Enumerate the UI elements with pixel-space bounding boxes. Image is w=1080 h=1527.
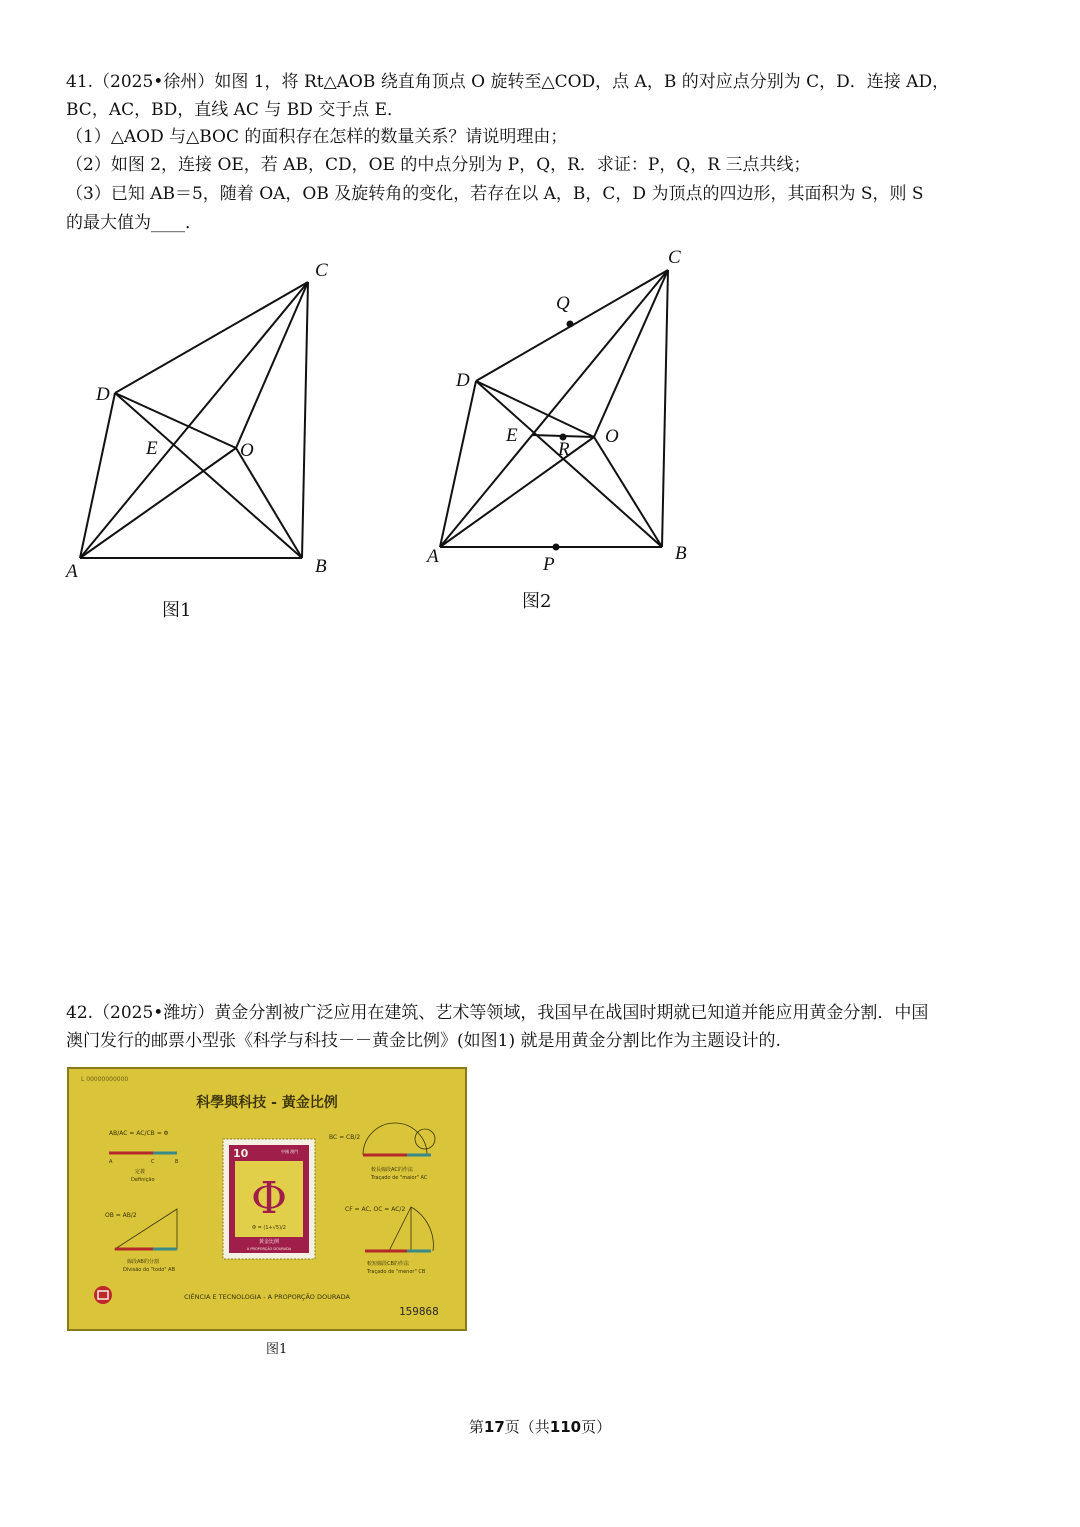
label-b: B bbox=[675, 543, 687, 564]
segment-db bbox=[476, 381, 662, 547]
segment-ac bbox=[440, 270, 668, 547]
footer-page-number: 17 bbox=[483, 1418, 505, 1436]
stamp-caption-cn: 黃金比例 bbox=[258, 1239, 280, 1245]
stamp-serial: 159868 bbox=[399, 1305, 439, 1318]
stamp-region: 中國 澳門 bbox=[281, 1149, 299, 1154]
label-b: B bbox=[315, 556, 327, 577]
q41-line2: BC，AC，BD，直线 AC 与 BD 交于点 E． bbox=[66, 100, 405, 120]
label-a: A bbox=[427, 546, 439, 567]
svg-text:CF = AC, OC = AC/2: CF = AC, OC = AC/2 bbox=[345, 1206, 406, 1213]
q41-part2: （2）如图 2，连接 OE，若 AB，CD，OE 的中点分别为 P，Q，R．求证：P，Q，R 三点共线； bbox=[66, 155, 811, 175]
svg-text:OB = AB/2: OB = AB/2 bbox=[105, 1212, 137, 1219]
point-p bbox=[553, 544, 560, 551]
label-q: Q bbox=[556, 293, 570, 314]
label-a: A bbox=[66, 561, 78, 582]
stamp-bottom-text: CIÊNCIA E TECNOLOGIA - A PROPORÇÃO DOURADA bbox=[184, 1293, 350, 1301]
label-r: R bbox=[558, 439, 570, 460]
figure2-diagram bbox=[420, 240, 710, 580]
svg-text:C: C bbox=[151, 1159, 155, 1165]
svg-text:較短線段CB的作法: 較短線段CB的作法 bbox=[367, 1261, 409, 1267]
golden-ratio-stamp-sheet bbox=[67, 1067, 467, 1331]
svg-text:BC = CB/2: BC = CB/2 bbox=[329, 1134, 361, 1141]
svg-text:定義: 定義 bbox=[135, 1169, 146, 1175]
svg-text:線段AB的分割: 線段AB的分割 bbox=[127, 1259, 159, 1265]
svg-text:較長線段AC的作法: 較長線段AC的作法 bbox=[371, 1167, 413, 1173]
segment-ob bbox=[594, 437, 662, 547]
label-d: D bbox=[456, 370, 470, 391]
segment-do bbox=[476, 381, 594, 437]
segment-ob bbox=[236, 448, 302, 558]
svg-text:AB/AC = AC/CB = Φ: AB/AC = AC/CB = Φ bbox=[109, 1130, 169, 1137]
figure1-caption: 图1 bbox=[162, 600, 192, 621]
label-o: O bbox=[605, 426, 619, 447]
footer-prefix: 第 bbox=[468, 1418, 484, 1436]
macau-post-logo-icon bbox=[94, 1286, 112, 1304]
figure2-caption: 图2 bbox=[522, 591, 552, 612]
label-e: E bbox=[506, 425, 518, 446]
segment-cb bbox=[662, 270, 668, 547]
segment-ad bbox=[80, 393, 115, 558]
segment-ad bbox=[440, 381, 476, 547]
label-e: E bbox=[146, 438, 158, 459]
label-p: P bbox=[543, 554, 555, 575]
footer-total-pages: 110 bbox=[549, 1418, 582, 1436]
svg-text:Divisão do "todo" AB: Divisão do "todo" AB bbox=[123, 1267, 176, 1273]
stamp-center-phi bbox=[223, 1139, 315, 1259]
page-footer bbox=[0, 1416, 1080, 1437]
segment-oc bbox=[236, 282, 308, 448]
footer-mid: 页（共 bbox=[504, 1418, 550, 1436]
stamp-caption-pt: A PROPORÇÃO DOURADA bbox=[246, 1247, 292, 1251]
stamp-top-small-text: L 00000000000 bbox=[81, 1076, 129, 1083]
svg-text:Traçado de "menor" CB: Traçado de "menor" CB bbox=[367, 1269, 426, 1275]
segment-db bbox=[115, 393, 302, 558]
q41-part3b: 的最大值为____． bbox=[66, 213, 202, 233]
segment-ac bbox=[80, 282, 308, 558]
label-o: O bbox=[240, 440, 254, 461]
label-d: D bbox=[96, 384, 110, 405]
label-c: C bbox=[315, 260, 328, 281]
segment-cb bbox=[302, 282, 308, 558]
label-c: C bbox=[668, 247, 681, 268]
stamp-caption: 图1 bbox=[266, 1342, 288, 1357]
svg-text:Definição: Definição bbox=[131, 1177, 155, 1183]
q41-part1: （1）△AOD 与△BOC 的面积存在怎样的数量关系？请说明理由； bbox=[66, 127, 568, 147]
svg-text:Traçado de "maior" AC: Traçado de "maior" AC bbox=[371, 1175, 428, 1181]
stamp-title: 科學與科技 - 黃金比例 bbox=[196, 1095, 338, 1111]
svg-text:A: A bbox=[109, 1159, 113, 1165]
stamp-phi-symbol: Φ bbox=[250, 1173, 288, 1224]
segment-dc bbox=[115, 282, 308, 393]
q42-line1: 42.（2025•潍坊）黄金分割被广泛应用在建筑、艺术等领域，我国早在战国时期就已知道并能应用黄金分割．中国 bbox=[66, 1003, 929, 1023]
segment-oc bbox=[594, 270, 668, 437]
q41-part3a: （3）已知 AB＝5，随着 OA，OB 及旋转角的变化，若存在以 A，B，C，D 为顶点的四边形，其面积为 S，则 S bbox=[66, 184, 924, 204]
q41-line1: 41.（2025•徐州）如图 1，将 Rt△AOB 绕直角顶点 O 旋转至△COD，点 A，B 的对应点分别为 C，D．连接 AD， bbox=[66, 72, 950, 92]
svg-text:B: B bbox=[175, 1159, 179, 1165]
figure1-diagram bbox=[55, 250, 355, 590]
stamp-formula: Φ = (1+√5)/2 bbox=[252, 1225, 286, 1231]
segment-do bbox=[115, 393, 236, 448]
footer-suffix: 页） bbox=[581, 1418, 612, 1436]
point-q bbox=[567, 321, 574, 328]
stamp-value: 10 bbox=[233, 1147, 249, 1160]
q42-line2: 澳门发行的邮票小型张《科学与科技－－黄金比例》(如图1) 就是用黄金分割比作为主题设计的. bbox=[66, 1031, 781, 1051]
